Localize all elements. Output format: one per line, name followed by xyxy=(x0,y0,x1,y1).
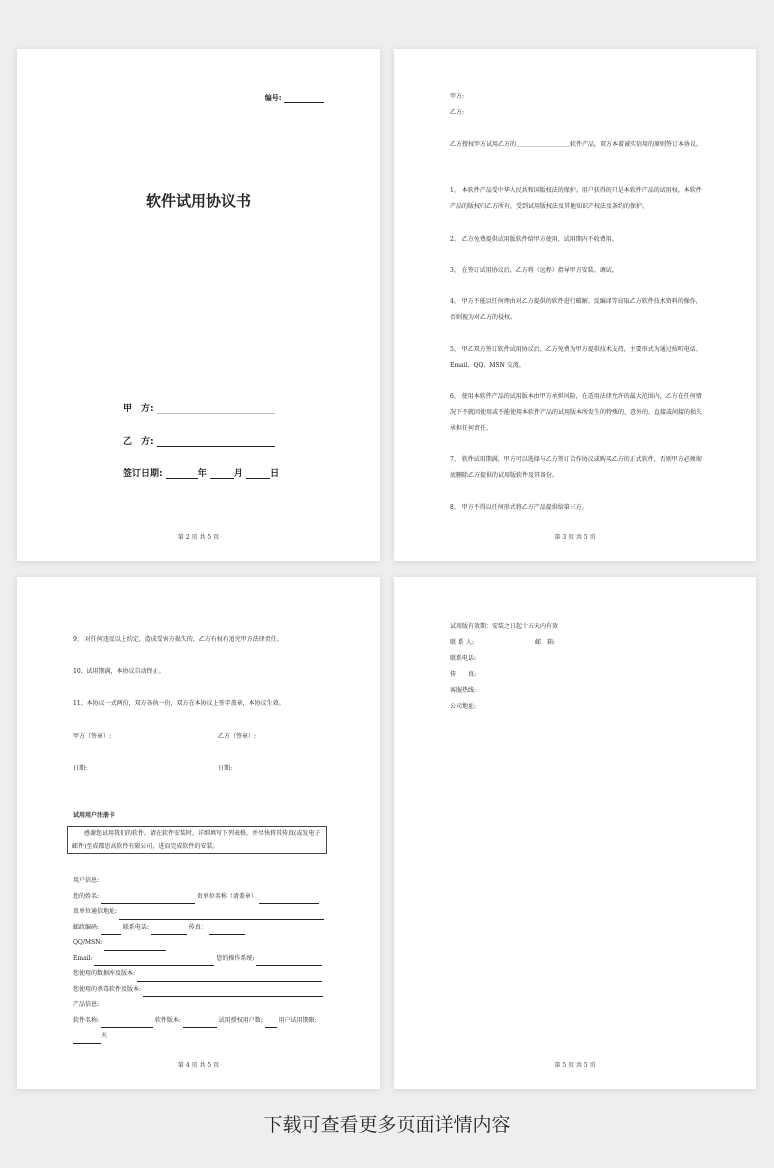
qq-row xyxy=(73,935,329,951)
document-page-4 xyxy=(17,577,380,1089)
party-b-line xyxy=(123,434,275,447)
email-label: Email: xyxy=(73,954,93,962)
org-label: 贵单位名称（请盖章） xyxy=(196,892,257,900)
party-a-label: 甲 方: xyxy=(123,404,154,414)
fax-field[interactable] xyxy=(209,934,245,935)
trial-period-label: 用户试用期限: xyxy=(278,1016,317,1024)
document-title: 软件试用协议书 xyxy=(145,192,251,210)
os-label: 您的操作系统: xyxy=(216,954,255,962)
date-label: 签订日期: xyxy=(123,469,163,479)
document-page-5 xyxy=(394,577,756,1089)
days-label: 天 xyxy=(101,1032,108,1039)
page-footer: 第 3 页 共 5 页 xyxy=(554,534,596,541)
party-a-signature: 甲方（签章）: xyxy=(73,733,112,740)
registration-form xyxy=(73,873,329,1044)
month-label: 月 xyxy=(233,469,243,479)
clause-5: 5、 甲乙双方签订软件试用协议后，乙方免费为甲方提供技术支持，主要形式为通过按听电话、Email、QQ、MSN 交流。 xyxy=(450,346,702,369)
software-version-label: 软件版本: xyxy=(154,1016,181,1024)
clause-6: 6、 使用本软件产品的试用版本由甲方承担风险，在适用法律允许的最大范围内，乙方在任何情况下不就因使用或不能使用本软件产品的试用版本所发生的特殊的、意外的、直接或间接的损失承担任何责任。 xyxy=(450,393,703,432)
database-label: 您使用的数据库及版本: xyxy=(73,970,136,977)
year-label: 年 xyxy=(197,469,207,479)
address-row xyxy=(73,904,329,920)
clause-2: 2、 乙方免费提供试用版软件给甲方使用，试用期内不收费用。 xyxy=(450,236,618,243)
hotline-label: 客服热线: xyxy=(450,687,477,694)
phone-label: 联系电话: xyxy=(122,923,149,931)
trial-days-field[interactable] xyxy=(73,1043,101,1044)
day-blank xyxy=(246,478,270,479)
page-footer: 第 5 页 共 5 页 xyxy=(554,1062,596,1069)
fax-label: 传真： xyxy=(188,923,207,931)
serial-number xyxy=(265,93,324,103)
user-info-heading: 用户信息: xyxy=(73,877,100,884)
year-blank xyxy=(166,478,198,479)
day-label: 日 xyxy=(270,469,280,479)
registration-notice xyxy=(67,826,327,854)
mailbox-label: 邮 箱: xyxy=(535,639,556,646)
trial-days-row xyxy=(73,1028,329,1044)
qq-label: QQ/MSN: xyxy=(73,939,103,946)
validity-line: 试用版有效期：安装之日起十五天内有效 xyxy=(450,623,559,630)
software-name-label: 软件名称: xyxy=(73,1016,100,1024)
notice-text: 感谢您试用我们的软件，请在软件安装时，详细填写下列表格，并尽快将其传真(或发电子邮件)至成都思高软件有限公司，进而完成软件的安装。 xyxy=(72,830,321,850)
software-name-field[interactable] xyxy=(101,1027,153,1028)
party-b-signature: 乙方（签章）: xyxy=(218,733,257,740)
signing-date-line xyxy=(123,466,279,479)
product-info-heading: 产品信息: xyxy=(73,1001,100,1008)
company-address-label: 公司地址: xyxy=(450,703,477,710)
clause-8: 8、 甲方不得以任何形式将乙方产品提供给第三方。 xyxy=(450,504,588,511)
party-b-label: 乙 方: xyxy=(123,437,154,447)
download-caption: 下载可查看更多页面详情内容 xyxy=(263,1114,511,1136)
clause-10: 10、试用期满，本协议自动终止。 xyxy=(73,668,165,675)
month-blank xyxy=(210,478,234,479)
address-label: 贵单位通信地址: xyxy=(73,908,118,915)
document-page-3 xyxy=(394,49,756,561)
clause-1: 1、 本软件产品受中华人民共和国版权法的保护。用户获得的只是本软件产品的试用权。本软件产品的版权归乙方所有，受到试用版权法及其他知识产权法及条约的保护。 xyxy=(450,187,702,210)
registration-card-title: 试用用户注册卡 xyxy=(73,812,116,819)
clause-11: 11、本协议一式两份，双方各执一份，双方在本协议上签字盖章，本协议生效。 xyxy=(73,700,285,707)
party-b-date: 日期: xyxy=(218,765,233,772)
intro-paragraph: 乙方授权甲方试用乙方的＿＿＿＿＿＿＿＿＿软件产品，双方本着诚实信用的原则签订本协议。 xyxy=(450,141,703,148)
party-a-line xyxy=(123,401,275,414)
clause-3: 3、 在签订试用协议后，乙方将（远程）指导甲方安装、调试。 xyxy=(450,267,618,274)
antivirus-field[interactable] xyxy=(143,996,323,997)
page-footer: 第 4 页 共 5 页 xyxy=(177,1062,220,1069)
document-page-2 xyxy=(17,49,380,561)
party-b-blank xyxy=(157,446,275,447)
postcode-row xyxy=(73,920,329,936)
clause-4: 4、 甲方不能以任何理由对乙方提供的软件进行破解、反编译等窃取乙方软件技术资料的操作，否则视为对乙方的侵权。 xyxy=(450,298,702,321)
page-footer: 第 2 页 共 5 页 xyxy=(177,534,220,541)
clause-7: 7、 软件试用期满，甲方可以选择与乙方签订合作协议或购买乙方的正式软件，否则甲方必须彻底删除乙方提供的试用版软件及其备份。 xyxy=(450,456,702,479)
licensed-users-field[interactable] xyxy=(265,1027,277,1028)
party-a-blank xyxy=(157,413,275,414)
email-row xyxy=(73,951,329,967)
software-version-field[interactable] xyxy=(183,1027,217,1028)
antivirus-row xyxy=(73,982,329,998)
name-label: 您的姓名: xyxy=(73,892,100,900)
licensed-users-label: 试用授权用户数: xyxy=(218,1016,263,1024)
database-row xyxy=(73,966,329,982)
serial-label: 编号: xyxy=(264,94,282,102)
serial-blank xyxy=(284,102,324,103)
fax-label: 传 真: xyxy=(450,671,477,678)
contact-label: 联 系 人: xyxy=(450,639,474,646)
software-row xyxy=(73,1013,329,1029)
phone-label: 联系电话: xyxy=(450,655,477,662)
clause-9: 9、 对任何违反以上约定，造成受害方损失的，乙方有权有追究甲方法律责任。 xyxy=(73,636,283,643)
antivirus-label: 您使用的杀毒软件及版本: xyxy=(73,985,142,993)
party-a-date: 日期: xyxy=(73,765,88,772)
party-b-label: 乙方: xyxy=(450,109,465,116)
postcode-label: 邮政编码: xyxy=(73,923,100,931)
name-row xyxy=(73,889,329,905)
party-a-label: 甲方: xyxy=(450,93,465,100)
